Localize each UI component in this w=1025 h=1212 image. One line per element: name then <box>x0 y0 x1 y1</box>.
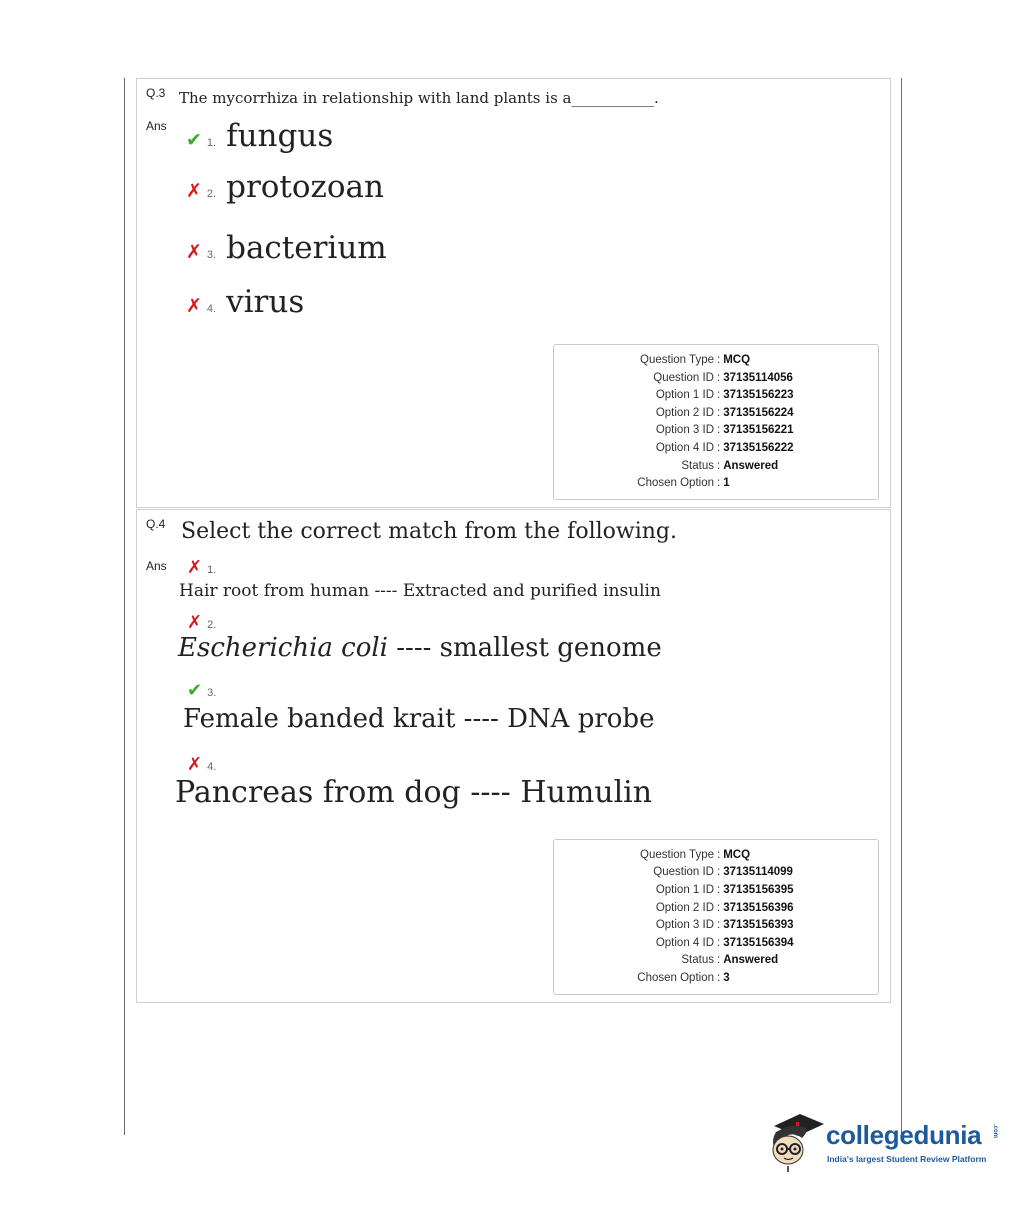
option-1 <box>186 118 333 154</box>
check-icon: ✔ <box>186 129 202 151</box>
option-2-marker <box>187 612 216 633</box>
cross-icon: ✗ <box>187 557 203 578</box>
logo-tagline: India's largest Student Review Platform <box>827 1154 987 1164</box>
question-info-box <box>553 839 879 995</box>
organism-name: Escherichia coli <box>178 633 388 663</box>
info-option-3-id: Option 3 ID : 37135156221 <box>655 424 794 436</box>
option-text: virus <box>226 284 305 320</box>
cross-icon: ✗ <box>187 612 203 633</box>
cross-icon: ✗ <box>186 241 202 263</box>
answer-label: Ans <box>146 119 167 133</box>
option-text: fungus <box>226 118 334 154</box>
question-number: Q.4 <box>146 517 166 531</box>
info-option-2-id: Option 2 ID : 37135156224 <box>655 407 794 419</box>
info-option-4-id: Option 4 ID : 37135156222 <box>655 442 794 454</box>
page-right-border <box>901 78 902 1138</box>
question-text: The mycorrhiza in relationship with land plants is a___________. <box>179 89 659 107</box>
page-left-border <box>124 78 125 1135</box>
info-option-3-id: Option 3 ID : 37135156393 <box>655 919 794 931</box>
option-4 <box>186 284 304 320</box>
info-status: Status : Answered <box>681 460 779 472</box>
logo-wordmark: collegedunia <box>826 1120 982 1150</box>
info-question-type: Question Type : MCQ <box>640 849 751 861</box>
cross-icon: ✗ <box>187 754 203 775</box>
option-number: 2. <box>207 619 217 631</box>
option-1-marker <box>187 557 216 578</box>
option-4-text: Pancreas from dog ---- Humulin <box>175 775 653 810</box>
info-chosen-option: Chosen Option : 3 <box>637 972 730 984</box>
cross-icon: ✗ <box>186 295 202 317</box>
option-number: 1. <box>206 137 217 149</box>
option-number: 3. <box>207 687 217 699</box>
option-text: ---- smallest genome <box>388 633 662 663</box>
info-option-2-id: Option 2 ID : 37135156396 <box>655 902 794 914</box>
option-4-marker <box>187 754 216 775</box>
option-number: 2. <box>206 188 217 200</box>
check-icon: ✔ <box>187 680 203 701</box>
logo-suffix: .com <box>992 1124 998 1139</box>
option-number: 4. <box>206 303 217 315</box>
option-2 <box>186 169 384 205</box>
info-question-id: Question ID : 37135114056 <box>653 372 793 384</box>
info-status: Status : Answered <box>681 954 779 966</box>
question-number: Q.3 <box>146 86 166 100</box>
option-number: 3. <box>206 249 217 261</box>
option-3-marker <box>187 680 216 701</box>
option-3 <box>186 230 387 266</box>
info-question-type: Question Type : MCQ <box>640 354 751 366</box>
option-2-text <box>178 633 662 663</box>
info-chosen-option: Chosen Option : 1 <box>637 477 730 489</box>
option-text: bacterium <box>226 230 387 266</box>
collegedunia-logo <box>766 1102 1006 1172</box>
option-1-text: Hair root from human ---- Extracted and purified insulin <box>179 581 661 601</box>
graduate-mascot-icon <box>766 1102 826 1172</box>
option-number: 1. <box>207 564 217 576</box>
cross-icon: ✗ <box>186 180 202 202</box>
info-option-4-id: Option 4 ID : 37135156394 <box>655 937 794 949</box>
question-text: Select the correct match from the following. <box>181 519 677 544</box>
option-number: 4. <box>207 761 217 773</box>
option-3-text: Female banded krait ---- DNA probe <box>183 704 655 734</box>
answer-label: Ans <box>146 559 167 573</box>
info-option-1-id: Option 1 ID : 37135156395 <box>655 884 794 896</box>
info-question-id: Question ID : 37135114099 <box>653 866 793 878</box>
question-info-box <box>553 344 879 500</box>
option-text: protozoan <box>226 169 385 205</box>
info-option-1-id: Option 1 ID : 37135156223 <box>655 389 794 401</box>
